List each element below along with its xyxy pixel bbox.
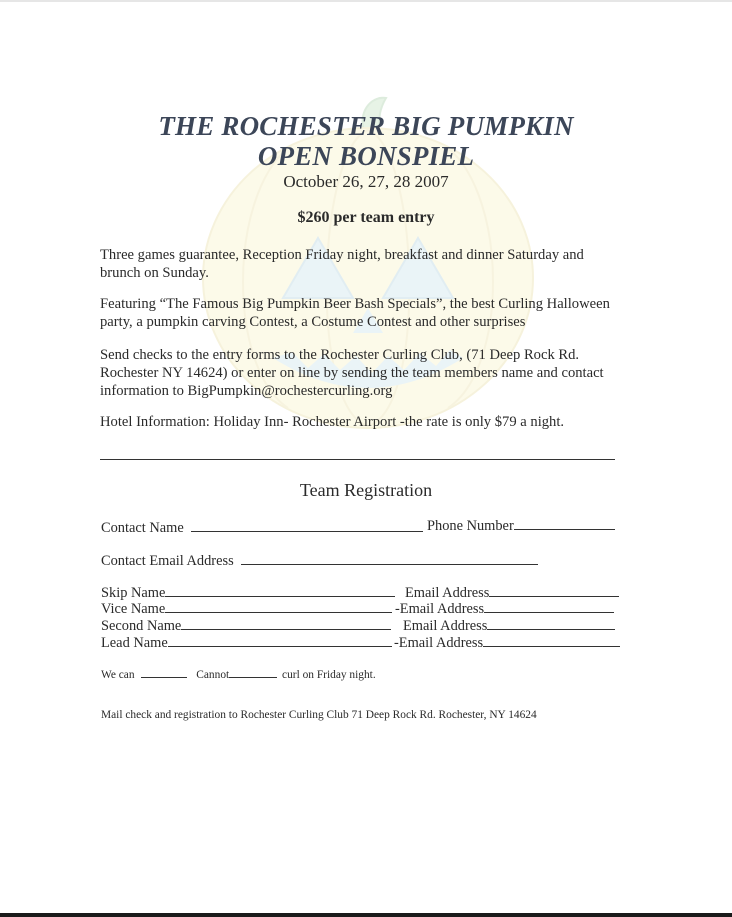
skip-email-label: Email Address	[405, 585, 490, 601]
team-registration-heading: Team Registration	[299, 480, 433, 500]
phone-number-row	[427, 517, 615, 535]
contact-name-row	[101, 519, 423, 537]
section-divider	[100, 459, 615, 460]
guarantee-paragraph: Three games guarantee, Reception Friday night, breakfast and dinner Saturday and brunch on Sunday.	[100, 247, 584, 281]
second-email-label: Email Address	[403, 618, 488, 634]
phone-number-label: Phone Number	[427, 518, 514, 534]
lead-name-field[interactable]	[168, 634, 392, 647]
send-checks-paragraph: Send checks to the entry forms to the Rochester Curling Club, (71 Deep Rock Rd. Rochester NY 14624) or enter on line by sending the team members name and contact information to BigPumpkin@rochestercurling.org	[100, 347, 604, 399]
bottom-edge	[0, 913, 732, 917]
vice-name-label: Vice Name	[101, 601, 166, 617]
vice-name-row	[101, 600, 392, 618]
hotel-information: Hotel Information: Holiday Inn- Rochester Airport -the rate is only $79 a night.	[100, 414, 565, 430]
vice-email-field[interactable]	[484, 600, 614, 613]
curl-friday-label: curl on Friday night.	[282, 669, 376, 681]
second-email-row	[403, 617, 615, 635]
contact-email-row	[101, 552, 538, 570]
cannot-field[interactable]	[229, 667, 277, 678]
friday-curl-row	[101, 667, 376, 681]
featuring-paragraph: Featuring “The Famous Big Pumpkin Beer Bash Specials”, the best Curling Halloween party, a pumpkin carving Contest, a Costume Contest and other surprises	[100, 296, 610, 330]
skip-email-field[interactable]	[489, 584, 619, 597]
top-edge	[0, 0, 732, 2]
mail-instructions: Mail check and registration to Rochester Curling Club 71 Deep Rock Rd. Rochester, NY 14624	[101, 709, 537, 721]
event-dates: October 26, 27, 28 2007	[283, 172, 449, 191]
lead-email-row	[394, 634, 620, 652]
lead-email-label: -Email Address	[394, 635, 484, 651]
second-email-field[interactable]	[487, 617, 615, 630]
second-name-row	[101, 617, 391, 635]
contact-email-field[interactable]	[241, 552, 538, 565]
lead-name-row	[101, 634, 392, 652]
skip-name-label: Skip Name	[101, 585, 166, 601]
phone-number-field[interactable]	[514, 517, 615, 530]
cannot-label: Cannot	[196, 669, 230, 681]
second-name-label: Second Name	[101, 618, 182, 634]
contact-name-field[interactable]	[191, 519, 423, 532]
second-name-field[interactable]	[181, 617, 391, 630]
vice-email-row	[395, 600, 614, 618]
event-title-line-1: THE ROCHESTER BIG PUMPKIN	[158, 111, 574, 141]
contact-name-label: Contact Name	[101, 520, 184, 536]
vice-name-field[interactable]	[165, 600, 392, 613]
event-title-line-2: OPEN BONSPIEL	[257, 141, 475, 171]
vice-email-label: -Email Address	[395, 601, 485, 617]
lead-email-field[interactable]	[483, 634, 620, 647]
we-can-field[interactable]	[141, 667, 187, 678]
skip-name-field[interactable]	[165, 584, 395, 597]
we-can-label: We can	[101, 669, 135, 681]
lead-name-label: Lead Name	[101, 635, 168, 651]
entry-price: $260 per team entry	[297, 209, 435, 226]
contact-email-label: Contact Email Address	[101, 553, 234, 569]
